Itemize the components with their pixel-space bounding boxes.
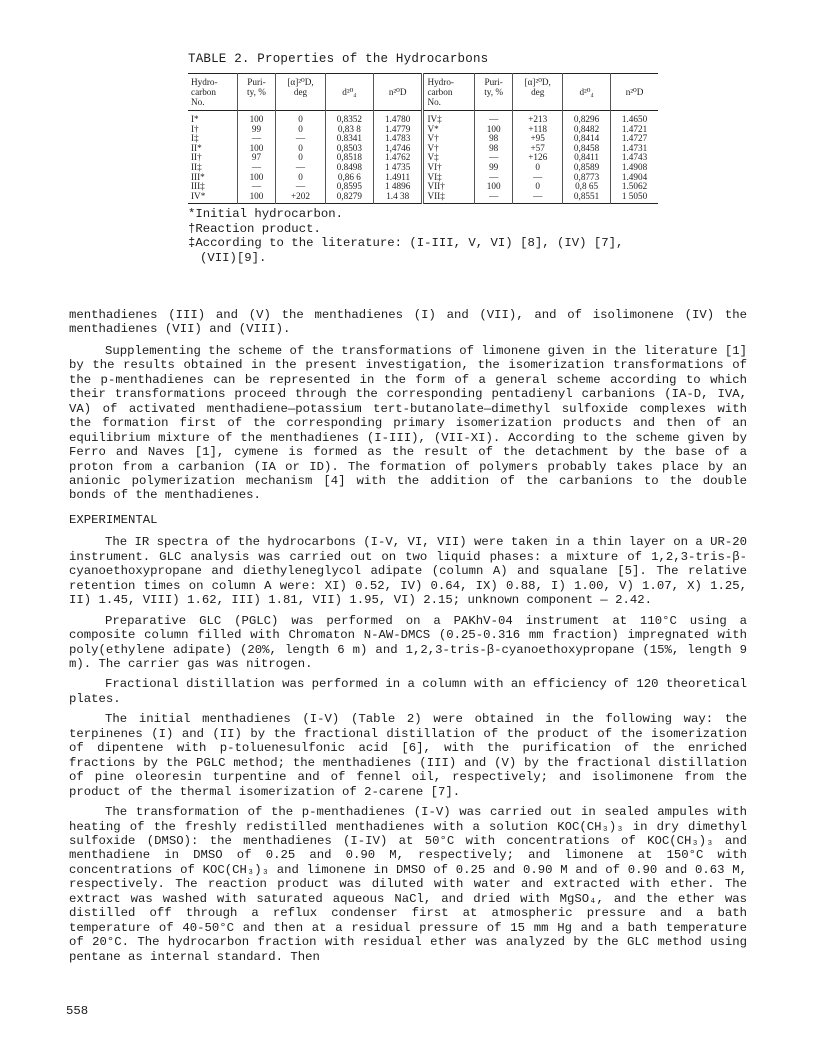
cell-refraction-right: 1.4727 (611, 134, 658, 144)
cell-density-right: 0,8589 (563, 163, 611, 173)
cell-density-right: 0,8411 (563, 153, 611, 163)
cell-purity-left: — (237, 163, 275, 173)
cell-hydrocarbon-left: II‡ (191, 161, 202, 172)
cell-purity-right: 99 (474, 163, 512, 173)
table-body (188, 111, 658, 204)
cell-rotation-left: 0 (276, 144, 326, 154)
cell-rotation-right: 0 (513, 163, 563, 173)
cell-hydrocarbon-right: VI† (423, 163, 474, 173)
cell-hydrocarbon-right: V† (423, 144, 474, 154)
cell-refraction-right: 1.4721 (611, 125, 658, 135)
cell-hydrocarbon-right: V† (423, 134, 474, 144)
cell-refraction-right: 1.4650 (611, 111, 658, 125)
cell-density-left: 0,8279 (325, 192, 373, 204)
col-hydrocarbon-right: Hydro- carbon No. (423, 74, 474, 111)
paragraph-distillation: Fractional distillation was performed in a column with an efficiency of 120 theoretical plates. (69, 677, 748, 706)
cell-rotation-right: — (513, 192, 563, 204)
paragraph-intro: menthadienes (III) and (V) the menthadienes (I) and (VII), and of isolimonene (IV) the menthadienes (VII) and (VIII). (69, 308, 747, 337)
cell-rotation-left: 0 (276, 153, 326, 163)
paragraph-pglc: Preparative GLC (PGLC) was performed on a PAKhV-04 instrument at 110°C using a composite column filled with Chromaton N-AW-DMCS (0.25-0.316 mm fraction) impregnated with poly(ethylene adipate) (20%, length 6 m) and 1,2,3-tris-β-cyanoethoxypropane (15%, length 9 m). The carrier gas was nitrogen. (69, 613, 747, 671)
table-2-block (188, 52, 658, 265)
cell-purity-right: 98 (474, 134, 512, 144)
table-row (188, 192, 658, 204)
cell-hydrocarbon-right: IV‡ (423, 111, 474, 125)
cell-hydrocarbon-right: VII† (423, 182, 474, 192)
cell-hydrocarbon-left: I* (191, 114, 199, 124)
paragraph-initial-menthadienes: The initial menthadienes (I-V) (Table 2) were obtained in the following way: the terpinenes (I) and (II) by the fractional distillation of the product of the isomerization of dipentene with p-toluenesulfonic acid [6], with the purification of the enriched fractions by the PGLC method; the menthadienes (III) and (V) by the fractional distillation of pine oleoresin turpentine and of fennel oil, respectively; and isolimonene from the product of the thermal isomerization of 2-carene [7]. (69, 712, 747, 799)
cell-hydrocarbon-right: VII‡ (423, 192, 474, 204)
cell-rotation-left: +202 (276, 192, 326, 204)
footnote-reaction: †Reaction product. (188, 221, 321, 236)
cell-hydrocarbon-left: II† (191, 152, 202, 163)
cell-hydrocarbon-right: VI‡ (423, 173, 474, 183)
cell-hydrocarbon-left: III‡ (191, 181, 205, 192)
cell-refraction-left: 1.4762 (373, 153, 423, 163)
cell-hydrocarbon-right: V‡ (423, 153, 474, 163)
cell-rotation-right: +118 (513, 125, 563, 135)
cell-rotation-right: +213 (513, 111, 563, 125)
col-refraction-right: n²⁰D (611, 74, 658, 111)
cell-rotation-right: +126 (513, 153, 563, 163)
cell-refraction-right: 1.4904 (611, 173, 658, 183)
paragraph-ir-spectra: The IR spectra of the hydrocarbons (I-V, VI, VII) were taken in a thin layer on a UR-20 instrument. GLC analysis was carried out on two liquid phases: a mixture of 1,2,3-tris-β-cyanoethoxypropane and diethyleneglycol adipate (column A) and squalane [5]. The relative retention times on column A were: XI) 0.52, IV) 0.64, IX) 0.88, I) 1.00, V) 1.07, X) 1.25, II) 1.45, VIII) 1.62, III) 1.81, VII) 1.95, VI) 2.15; unknown component — 2.42. (69, 535, 748, 608)
footnote-literature: ‡According to the literature: (I-III, V, VI) [8], (IV) [7], (188, 236, 624, 251)
cell-density-right: 0,8773 (563, 173, 611, 183)
cell-hydrocarbon-left: I‡ (191, 133, 199, 144)
cell-rotation-left: 0 (276, 111, 326, 125)
cell-density-left: 0,8352 (325, 111, 373, 125)
cell-density-left: 0.8498 (325, 163, 373, 173)
cell-hydrocarbon-left: III* (191, 171, 205, 182)
cell-rotation-left: 0 (276, 125, 326, 135)
cell-refraction-left: 1.4783 (373, 134, 423, 144)
cell-refraction-left: 1 4735 (373, 163, 423, 173)
cell-purity-left: 100 (237, 173, 275, 183)
cell-refraction-left: 1.4 38 (373, 192, 423, 204)
cell-purity-left: — (237, 134, 275, 144)
cell-density-right: 0,8551 (563, 192, 611, 204)
cell-hydrocarbon-left: II* (191, 142, 202, 153)
footnote-initial: *Initial hydrocarbon. (188, 207, 343, 222)
col-refraction-left: n²⁰D (373, 74, 423, 111)
table-footnotes (188, 207, 658, 265)
section-heading: EXPERIMENTAL (69, 512, 158, 527)
cell-rotation-right: — (513, 173, 563, 183)
cell-density-right: 0,8296 (563, 111, 611, 125)
cell-purity-left: 100 (237, 144, 275, 154)
cell-hydrocarbon-left: I† (191, 123, 199, 134)
col-rotation-left: [α]²⁰D, deg (276, 74, 326, 111)
cell-density-left: 0.8341 (325, 134, 373, 144)
cell-refraction-left: 1 4896 (373, 182, 423, 192)
cell-refraction-right: 1.4908 (611, 163, 658, 173)
cell-rotation-right: 0 (513, 182, 563, 192)
cell-purity-right: 100 (474, 182, 512, 192)
table-row (188, 111, 658, 125)
cell-refraction-left: 1.4780 (373, 111, 423, 125)
cell-density-right: 0,8 65 (563, 182, 611, 192)
cell-refraction-left: 1.4779 (373, 125, 423, 135)
cell-refraction-left: 1,4746 (373, 144, 423, 154)
cell-refraction-right: 1.4743 (611, 153, 658, 163)
cell-refraction-left: 1.4911 (373, 173, 423, 183)
cell-density-right: 0,8458 (563, 144, 611, 154)
cell-rotation-left: — (276, 134, 326, 144)
table-header (188, 74, 658, 111)
cell-purity-left: 99 (237, 125, 275, 135)
cell-hydrocarbon-right: V* (423, 125, 474, 135)
col-hydrocarbon-left: Hydro- carbon No. (191, 77, 218, 107)
cell-hydrocarbon-left: IV* (191, 190, 206, 201)
cell-purity-right: — (474, 192, 512, 204)
footnote-literature-cont: (VII)[9]. (200, 250, 267, 265)
cell-density-left: 0,83 8 (325, 125, 373, 135)
col-density-left: d²⁰₄ (325, 74, 373, 111)
table-header-row (188, 74, 658, 111)
col-rotation-right: [α]²⁰D, deg (513, 74, 563, 111)
cell-density-right: 0,8482 (563, 125, 611, 135)
cell-density-left: 0,8595 (325, 182, 373, 192)
cell-purity-left: — (237, 182, 275, 192)
cell-purity-right: 100 (474, 125, 512, 135)
cell-density-left: 0,86 6 (325, 173, 373, 183)
cell-purity-right: — (474, 173, 512, 183)
cell-density-right: 0,8414 (563, 134, 611, 144)
properties-table (188, 73, 658, 204)
page-number: 558 (66, 1004, 89, 1018)
paragraph-scheme: Supplementing the scheme of the transformations of limonene given in the literature [1] by the results obtained in the present investigation, the isomerization transformations of the p-menthadienes can be represented in the form of a general scheme according to which their transformations proceed through the corresponding pentadienyl carbanions (IA-D, IVA, VA) of activated menthadiene—potassium tert-butanolate—dimethyl sulfoxide complexes with the formation first of the corresponding primary isomerization products and then of an equilibrium mixture of the menthadienes (I-III), (VII-XI). According to the scheme given by Ferro and Naves [1], cymene is formed as the result of the detachment by the base of a proton from a carbanion (IA or ID). The formation of polymers probably takes place by an anionic polymerization mechanism [4] with the addition of the carbanions to the double bonds of the menthadienes. (69, 343, 748, 503)
col-purity-right: Puri- ty, % (474, 74, 512, 111)
cell-density-left: 0,8518 (325, 153, 373, 163)
table-caption: TABLE 2. Properties of the Hydrocarbons (188, 52, 489, 66)
cell-rotation-left: — (276, 182, 326, 192)
cell-density-left: 0,8503 (325, 144, 373, 154)
cell-purity-right: — (474, 111, 512, 125)
paragraph-transformation: The transformation of the p-menthadienes (I-V) was carried out in sealed ampules with heating of the freshly redistilled menthadienes with a solution KOC(CH₃)₃ in dry dimethyl sulfoxide (DMSO): the menthadienes (I-IV) at 50°C with concentrations of KOC(CH₃)₃ and menthadiene in DMSO of 0.25 and 0.90 M, respectively; and limonene at 150°C with concentrations of KOC(CH₃)₃ and limonene in DMSO of 0.25 and 0.90 M and of 0.90 and 0.63 M, respectively. The reaction product was diluted with water and extracted with ether. The extract was washed with saturated aqueous NaCl, and dried with MgSO₄, and the ether was distilled off through a reflux condenser first at atmospheric pressure and a bath temperature of 40-50°C and then at a residual pressure of 15 mm Hg and a bath temperature of 20°C. The hydrocarbon fraction with residual ether was analyzed by the GLC method using pentane as internal standard. Then (69, 805, 747, 964)
cell-rotation-left: 0 (276, 173, 326, 183)
cell-rotation-right: +57 (513, 144, 563, 154)
cell-purity-left: 100 (237, 111, 275, 125)
cell-purity-left: 100 (237, 192, 275, 204)
cell-rotation-right: +95 (513, 134, 563, 144)
cell-refraction-right: 1 5050 (611, 192, 658, 204)
col-purity-left: Puri- ty, % (237, 74, 275, 111)
article-body (69, 308, 747, 970)
cell-purity-right: — (474, 153, 512, 163)
cell-refraction-right: 1.4731 (611, 144, 658, 154)
cell-purity-left: 97 (237, 153, 275, 163)
cell-purity-right: 98 (474, 144, 512, 154)
cell-rotation-left: — (276, 163, 326, 173)
cell-refraction-right: 1.5062 (611, 182, 658, 192)
col-density-right: d²⁰₄ (563, 74, 611, 111)
